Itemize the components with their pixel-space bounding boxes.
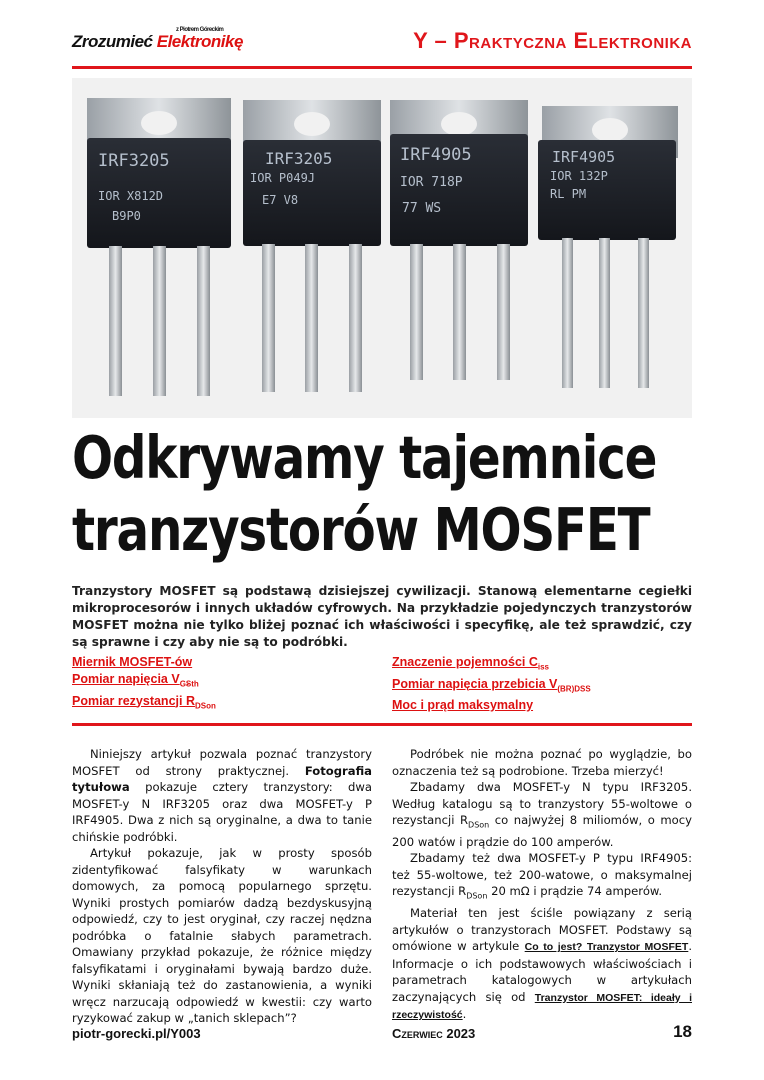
logo-text-part1: Zrozumieć [72, 32, 157, 51]
transistor-1-marking-2: IOR X812D [98, 189, 164, 203]
text: pokazuje cztery tranzystory: dwa MOSFET-y N IRF3205 oraz dwa MOSFET-y P IRF4905. Dwa z nich są oryginalne, a dwa to tanie chińskie podróbki. [72, 780, 372, 844]
logo-text-part2: Elektronikę [156, 32, 243, 51]
transistor-4-marking-1: IRF4905 [552, 148, 616, 166]
link-rdson[interactable] [72, 693, 216, 715]
text-bold: Fotografia tytułowa [72, 763, 372, 794]
transistor-1-marking-3: B9P0 [112, 209, 141, 223]
link-ciss-text: Znaczenie pojemności C [392, 655, 538, 669]
transistor-4-marking-3: RL PM [550, 187, 587, 201]
article-lead: Tranzystory MOSFET są podstawą dzisiejszej cywilizacji. Stanową elementarne cegiełki mikroprocesorów i innych układów cyfrowych. Na przykładzie pojedynczych tranzystorów MOSFET można nie tylko bliżej poznać ich właściwości i specyfikę, ale też sprawdzić, czy są sprawne i czy aby nie są to podróbki. [72, 584, 692, 649]
transistor-1-marking-1: IRF3205 [98, 151, 170, 171]
transistor-3-marking-2: IOR 718P [400, 175, 463, 190]
section-title: Y – Praktyczna Elektronika [413, 28, 692, 53]
subscript: DSon [466, 891, 488, 901]
transistor-4-marking-2: IOR 132P [550, 169, 608, 183]
text: Materiał ten jest ściśle powiązany z serią artykułów o tranzystorach MOSFET. Podstawy są omówione w artykule [392, 906, 692, 954]
paragraph [72, 746, 372, 845]
text: . [462, 1007, 467, 1022]
header-divider [72, 66, 692, 69]
link-vgsth-text: Pomiar napięcia V [72, 672, 180, 686]
page-number: 18 [673, 1022, 692, 1041]
paragraph: Artykuł pokazuje, jak w prosty sposób zidentyfikować falsyfikaty w warunkach domowych, za pomocą popularnego sprzętu. Wyniki prostych pomiarów dadzą bezdyskusyjną odpowiedź, czy to jest oryginał, czy raczej nędzna podróbka o fatalnie słabych parametrach. Omawiany przykład pokazuje, że różnice między falsyfikatami i oryginałami bywają bardzo duże. Wyniki skłaniają też do zastanowienia, a wyniki wręcz narzucają odpowiedź w kwestii: czy warto ryzykować zakup w „tanich sklepach”? [72, 846, 372, 1025]
transistor-2-marking-2: IOR P049J [250, 171, 316, 185]
text: Zbadamy też dwa MOSFET-y P typu IRF4905: też 55-woltowe, też 200-watowe, o maksymalnej rezystancji R [392, 851, 692, 899]
link-vgsth-sub: GSth [179, 679, 199, 689]
link-vbrdss-text: Pomiar napięcia przebicia V [392, 676, 558, 691]
link-ciss-sub: iss [537, 662, 549, 672]
links-right [392, 654, 591, 714]
text: Niniejszy artykuł pozwala poznać tranzystory MOSFET od strony praktycznej. [72, 747, 372, 778]
link-what-is-mosfet[interactable]: Co to jest? Tranzystor MOSFET [524, 941, 689, 954]
paragraph: Podróbek nie można poznać po wyglądzie, bo oznaczenia też są podrobione. Trzeba mierzyć! [392, 747, 692, 778]
subscript: DSon [468, 820, 490, 830]
paragraph [392, 905, 692, 1024]
transistor-2 [243, 100, 381, 392]
link-meter-text: Miernik MOSFET-ów [72, 655, 193, 669]
text: 20 mΩ i prądzie 74 amperów. [487, 884, 663, 899]
link-power-text: Moc i prąd maksymalny [392, 698, 534, 712]
column-left [72, 746, 372, 1027]
link-vgsth[interactable] [72, 671, 216, 693]
footer-issue: Czerwiec 2023 [392, 1026, 476, 1041]
magazine-logo[interactable] [72, 27, 243, 52]
body-divider [72, 723, 692, 726]
transistor-2-marking-3: E7 V8 [262, 193, 299, 207]
transistor-3 [390, 100, 528, 380]
transistor-3-marking-3: 77 WS [402, 201, 442, 216]
link-rdson-sub: DSon [194, 701, 216, 710]
link-rdson-text: Pomiar rezystancji R [72, 693, 195, 708]
link-power[interactable] [392, 697, 591, 714]
link-vbrdss-sub: (BR)DSS [557, 684, 591, 693]
column-right [392, 746, 692, 1024]
footer-url[interactable]: piotr-gorecki.pl/Y003 [72, 1026, 201, 1041]
transistor-2-marking-1: IRF3205 [265, 149, 333, 168]
links-left [72, 654, 216, 714]
logo-subtitle: z Piotrem Góreckim [176, 27, 224, 33]
transistor-3-marking-1: IRF4905 [400, 145, 472, 165]
paragraph [392, 779, 692, 850]
link-vbrdss[interactable] [392, 676, 591, 698]
text: co najwyżej 8 miliomów, o mocy 200 watów i prądzie do 100 amperów. [392, 813, 693, 849]
article-title-line-1: Odkrywamy tajemnice [72, 423, 657, 492]
page-header [72, 28, 692, 64]
text: . Informacje o ich podstawowych właściwościach i parametrach katalogowych w artykułach zaczynających się od [392, 939, 692, 1004]
paragraph [392, 850, 692, 905]
title-photo [72, 78, 692, 418]
text: Zbadamy dwa MOSFET-y N typu IRF3205. Według katalogu są to tranzystory 55-woltowe o rezystancji R [392, 780, 692, 827]
article-title-line-2: tranzystorów MOSFET [72, 495, 650, 564]
link-ciss[interactable] [392, 654, 591, 676]
link-meter[interactable] [72, 654, 216, 671]
link-mosfet-ideals[interactable]: Tranzystor MOSFET: ideały i rzeczywistość [392, 991, 692, 1022]
article-title [72, 422, 657, 566]
